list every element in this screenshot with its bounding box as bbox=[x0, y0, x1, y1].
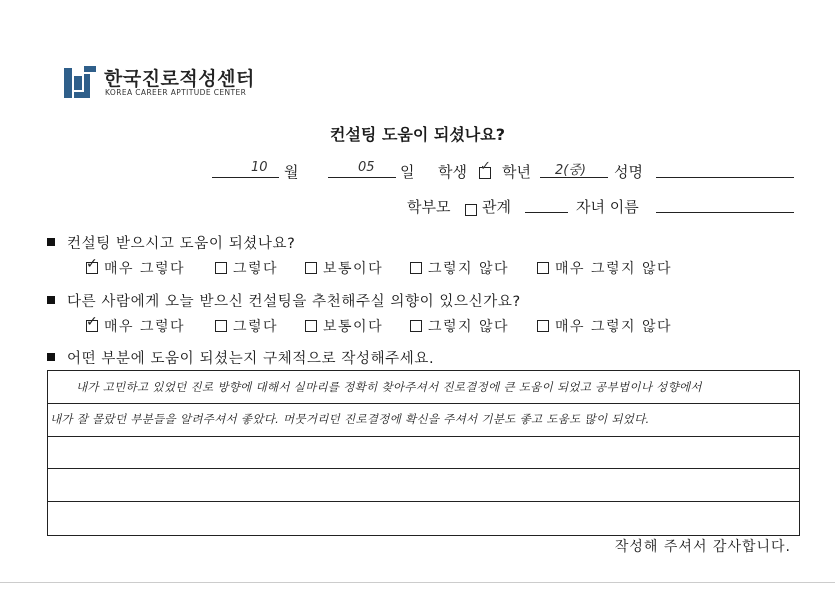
q1-checkbox[interactable] bbox=[537, 262, 549, 274]
student-label: 학생 bbox=[438, 163, 467, 181]
q1-option-disagree[interactable] bbox=[410, 258, 509, 278]
q2-checkbox[interactable] bbox=[537, 320, 549, 332]
day-value: 05 bbox=[358, 160, 375, 175]
q2-option-label: 그렇지 않다 bbox=[428, 319, 510, 335]
q1-option-label: 보통이다 bbox=[323, 261, 384, 277]
q1-option-label: 매우 그렇다 bbox=[104, 261, 186, 277]
question-1-options bbox=[0, 258, 835, 278]
bullet-icon bbox=[47, 238, 55, 246]
question-3-text: 어떤 부분에 도움이 되셨는지 구체적으로 작성해주세요. bbox=[67, 351, 435, 367]
answer-rule bbox=[48, 436, 799, 437]
name-field[interactable] bbox=[656, 177, 794, 178]
date-student-row bbox=[0, 157, 835, 185]
question-2-options bbox=[0, 316, 835, 336]
center-name-english: KOREA CAREER APTITUDE CENTER bbox=[105, 88, 247, 97]
survey-title: 컨설팅 도움이 되셨나요? bbox=[330, 125, 505, 144]
parent-row bbox=[0, 193, 835, 217]
q2-option-label: 보통이다 bbox=[323, 319, 384, 335]
q2-checkbox-checked[interactable] bbox=[86, 320, 98, 332]
parent-label: 학부모 bbox=[407, 198, 451, 216]
relation-label: 관계 bbox=[482, 198, 511, 216]
q2-option-label: 그렇다 bbox=[233, 319, 279, 335]
q1-option-very-agree[interactable] bbox=[86, 258, 185, 278]
q2-option-neutral[interactable] bbox=[305, 316, 383, 336]
grade-label: 학년 bbox=[502, 163, 531, 181]
q2-option-disagree[interactable] bbox=[410, 316, 509, 336]
thank-you-note: 작성해 주셔서 감사합니다. bbox=[614, 539, 791, 555]
question-2-text: 다른 사람에게 오늘 받으신 컨설팅을 추천해주실 의향이 있으신가요? bbox=[67, 294, 521, 310]
q2-option-very-agree[interactable] bbox=[86, 316, 185, 336]
question-1-text: 컨설팅 받으시고 도움이 되셨나요? bbox=[67, 236, 296, 252]
page-bottom-divider bbox=[0, 582, 835, 583]
q2-checkbox[interactable] bbox=[305, 320, 317, 332]
answer-rule bbox=[48, 501, 799, 502]
question-1 bbox=[47, 232, 295, 253]
q1-option-neutral[interactable] bbox=[305, 258, 383, 278]
q1-option-label: 매우 그렇지 않다 bbox=[555, 261, 673, 277]
q1-option-label: 그렇지 않다 bbox=[428, 261, 510, 277]
bullet-icon bbox=[47, 353, 55, 361]
q1-checkbox[interactable] bbox=[410, 262, 422, 274]
question-3 bbox=[47, 347, 434, 368]
parent-checkbox[interactable] bbox=[465, 201, 480, 219]
q1-checkbox[interactable] bbox=[215, 262, 227, 274]
bullet-icon bbox=[47, 296, 55, 304]
answer-rule bbox=[48, 468, 799, 469]
center-name-korean: 한국진로적성센터 bbox=[104, 68, 255, 90]
child-name-field[interactable] bbox=[656, 212, 794, 213]
grade-value: 2(중) bbox=[555, 163, 586, 178]
q1-checkbox[interactable] bbox=[305, 262, 317, 274]
day-label: 일 bbox=[400, 163, 415, 181]
center-logo-icon bbox=[64, 66, 98, 98]
answer-line-1: 내가 고민하고 있었던 진로 방향에 대해서 실마리를 정확히 찾아주셔서 진로결정에 큰 도움이 되었고 공부법이나 성향에서 bbox=[76, 380, 702, 394]
q2-checkbox[interactable] bbox=[215, 320, 227, 332]
q2-option-agree[interactable] bbox=[215, 316, 278, 336]
day-field[interactable] bbox=[328, 177, 396, 178]
q1-option-label: 그렇다 bbox=[233, 261, 279, 277]
answer-rule bbox=[48, 403, 799, 404]
month-field[interactable] bbox=[212, 177, 279, 178]
question-2 bbox=[47, 290, 521, 311]
q2-option-label: 매우 그렇다 bbox=[104, 319, 186, 335]
q1-checkbox-checked[interactable] bbox=[86, 262, 98, 274]
q2-checkbox[interactable] bbox=[410, 320, 422, 332]
child-name-label: 자녀 이름 bbox=[576, 198, 639, 216]
q2-option-very-disagree[interactable] bbox=[537, 316, 672, 336]
month-label: 월 bbox=[284, 163, 299, 181]
answer-line-2: 내가 잘 몰랐던 부분들을 알려주셔서 좋았다. 머뭇거리던 진로결정에 확신을 주셔서 기분도 좋고 도움도 많이 되었다. bbox=[50, 412, 650, 426]
q2-option-label: 매우 그렇지 않다 bbox=[555, 319, 673, 335]
relation-field[interactable] bbox=[525, 212, 568, 213]
student-checkbox[interactable] bbox=[479, 159, 494, 182]
student-check-mark: ✓ bbox=[480, 159, 491, 174]
q1-option-agree[interactable] bbox=[215, 258, 278, 278]
name-label: 성명 bbox=[614, 163, 643, 181]
q1-option-very-disagree[interactable] bbox=[537, 258, 672, 278]
month-value: 10 bbox=[251, 160, 268, 175]
answer-box[interactable] bbox=[47, 370, 800, 536]
